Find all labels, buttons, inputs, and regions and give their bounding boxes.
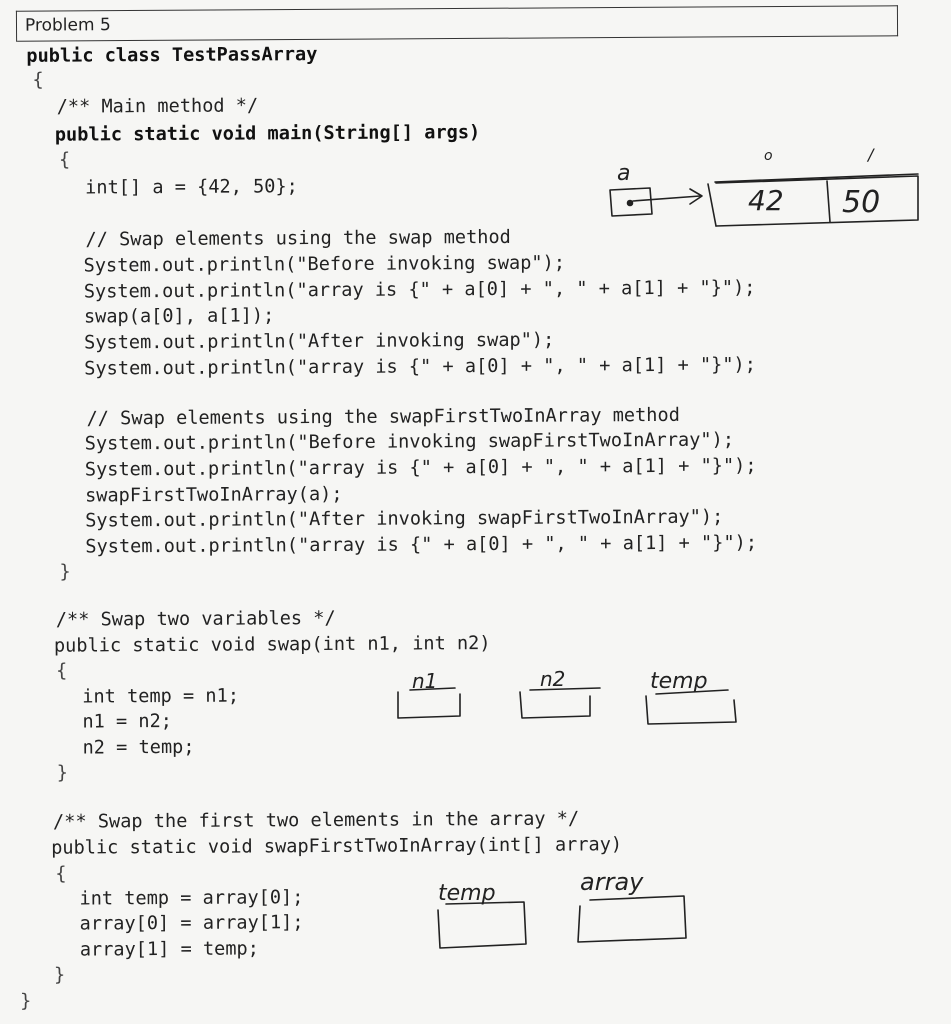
- array-label: array: [580, 868, 644, 896]
- code-line: // Swap elements using the swap method: [85, 226, 511, 251]
- code-line: n1 = n2;: [82, 710, 173, 733]
- temp-box-array-method: [438, 902, 526, 948]
- code-line: /** Swap the first two elements in the array */: [52, 808, 580, 833]
- array-box-left: [708, 184, 716, 226]
- index-0-label: o: [764, 148, 773, 164]
- code-line: {: [58, 149, 71, 171]
- code-line: array[1] = temp;: [79, 938, 259, 961]
- code-line: public class TestPassArray: [26, 44, 318, 67]
- code-line: swapFirstTwoInArray(a);: [84, 483, 343, 507]
- code-line: System.out.println("array is {" + a[0] + ", " + a[1] + "}");: [84, 455, 757, 481]
- n1-label: n1: [412, 669, 438, 693]
- code-line: int[] a = {42, 50};: [85, 176, 298, 199]
- temp-label-array-method: temp: [438, 881, 496, 906]
- problem-title: Problem 5: [24, 15, 111, 36]
- array-box: [716, 176, 918, 226]
- code-line: public static void swapFirstTwoInArray(int[] array): [51, 834, 623, 859]
- temp-box: [646, 690, 736, 724]
- code-line: array[0] = array[1];: [79, 912, 304, 935]
- reference-arrow: [633, 196, 700, 201]
- code-line: }: [53, 964, 66, 986]
- code-line: public static void swap(int n1, int n2): [53, 633, 491, 657]
- array-value-0: 42: [748, 184, 784, 217]
- code-line: System.out.println("array is {" + a[0] + ", " + a[1] + "}");: [85, 532, 758, 558]
- array-box-top: [715, 174, 918, 182]
- code-line: int temp = n1;: [82, 685, 240, 708]
- array-value-1: 50: [842, 185, 881, 220]
- code-line: {: [56, 660, 68, 682]
- code-line: System.out.println("array is {" + a[0] + ", " + a[1] + "}");: [84, 354, 756, 380]
- code-line: swap(a[0], a[1]);: [83, 305, 275, 328]
- code-line: // Swap elements using the swapFirstTwoInArray method: [86, 404, 680, 430]
- var-a-label: a: [617, 161, 631, 186]
- code-line: System.out.println("After invoking swap");: [84, 329, 555, 354]
- code-line: /** Main method */: [56, 95, 259, 118]
- code-line: System.out.println("array is {" + a[0] + ", " + a[1] + "}");: [83, 277, 756, 303]
- code-line: }: [20, 990, 32, 1012]
- code-line: /** Swap two variables */: [55, 607, 336, 631]
- temp-label: temp: [650, 669, 708, 694]
- code-line: System.out.println("After invoking swapFirstTwoInArray");: [85, 506, 724, 532]
- code-line: System.out.println("Before invoking swapFirstTwoInArray");: [84, 429, 735, 455]
- code-line: {: [32, 69, 44, 91]
- code-line: n2 = temp;: [82, 736, 195, 759]
- n2-box: [520, 688, 600, 718]
- code-line: {: [55, 863, 67, 885]
- array-divider: [827, 181, 830, 222]
- code-line: System.out.println("Before invoking swap");: [83, 252, 566, 277]
- index-1-label: /: [868, 145, 874, 164]
- n2-label: n2: [540, 667, 566, 691]
- code-line: }: [59, 561, 71, 583]
- code-line: int temp = array[0];: [79, 887, 304, 910]
- array-box-array-method: [578, 896, 686, 942]
- code-line: public static void main(String[] args): [54, 122, 481, 146]
- code-line: }: [56, 762, 68, 784]
- reference-dot: [628, 201, 633, 206]
